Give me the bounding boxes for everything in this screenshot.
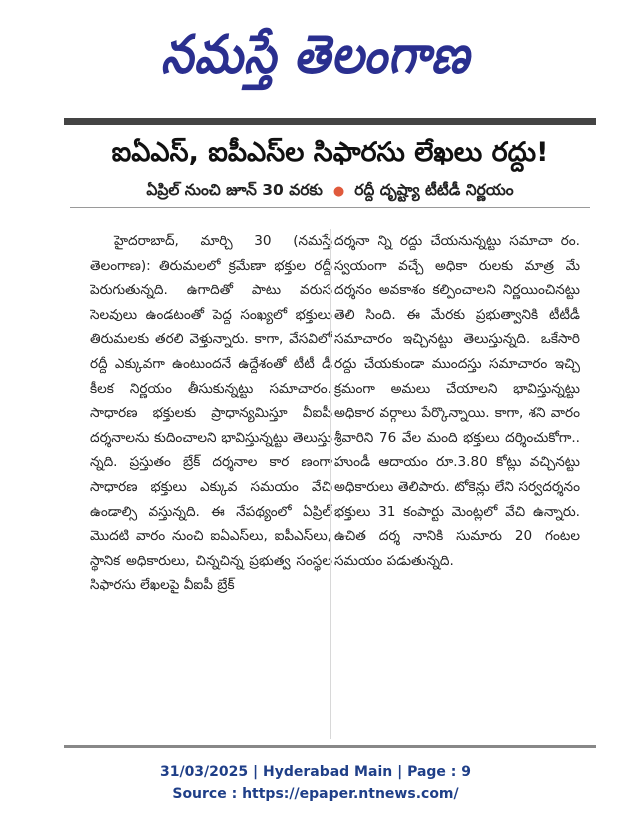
- subhead-left: ఏప్రిల్‌ నుంచి జూన్‌ 30 వరకు: [146, 181, 323, 199]
- newspaper-logo: నమస్తే తెలంగాణ: [160, 22, 471, 86]
- article-column-left: హైదరాబాద్‌, మార్చి 30 (నమస్తే తెలంగాణ): తిరుమలలో క్రమేణా భక్తుల రద్దీ పెరుగుతున్నది. ఉగాదితో పాటు వరుస సెలవులు ఉండటంతో పెద్ద సంఖ్యలో భక్తులు తిరుమలకు తరలి వెళ్తున్నారు. కాగా, వేసవిలో రద్దీ ఎక్కువగా ఉంటుందనే ఉద్దేశంతో టీటీ డీ కీలక నిర్ణయం తీసుకున్నట్టు సమాచారం. సాధారణ భక్తులకు ప్రాధాన్యమిస్తూ వీఐపీ దర్శనాలను కుదించాలని భావిస్తున్నట్టు తెలుస్తు న్నది. ప్రస్తుతం బ్రేక్‌ దర్శనాల కార ణంగా సాధారణ భక్తులు ఎక్కువ సమయం వేచి ఉండాల్సి వస్తున్నది. ఈ నేపథ్యంలో ఏప్రిల్‌ మొదటి వారం నుంచి ఐఏఎస్‌లు, ఐపీఎస్‌లు, స్థానిక అధికారులు, చిన్నచిన్న ప్రభుత్వ సంస్థల సిఫారసు లేఖలపై వీఐపీ బ్రేక్‌: [90, 233, 332, 594]
- article-clipping: [64, 118, 596, 748]
- footer-source: Source : https://epaper.ntnews.com/: [172, 786, 459, 802]
- column-divider: [330, 229, 331, 739]
- bullet-icon: ●: [332, 184, 345, 199]
- masthead: [0, 8, 631, 100]
- article-subheadline: [64, 179, 596, 203]
- divider: [70, 207, 590, 208]
- subhead-right: రద్దీ దృష్ట్యా టీటీడీ నిర్ణయం: [354, 181, 514, 199]
- article-column-right: దర్శనా న్ని రద్దు చేయనున్నట్టు సమాచా రం. స్వయంగా వచ్చే అధికా రులకు మాత్ర మే దర్శనం అవకాశం కల్పించాలని నిర్ణయించినట్టు తెలి సింది. ఈ మేరకు ప్రభుత్వానికి టీటీడీ సమాచారం ఇచ్చినట్టు తెలుస్తున్నది. ఒకేసారి రద్దు చేయకుండా ముందస్తు సమాచారం ఇచ్చి క్రమంగా అమలు చేయాలని భావిస్తున్నట్టు అధికార వర్గాలు పేర్కొన్నాయి. కాగా, శని వారం శ్రీవారిని 76 వేల మంది భక్తులు దర్శించుకోగా.. హుండీ ఆదాయం రూ.3.80 కోట్లు వచ్చినట్టు అధికారులు తెలిపారు. టోకెన్లు లేని సర్వదర్శనం భక్తులు 31 కంపార్టు మెంట్లలో వేచి ఉన్నారు. ఉచిత దర్శ నానికి సుమారు 20 గంటల సమయం పడుతున్నది.: [334, 233, 580, 569]
- article-headline: ఐఏఎస్‌, ఐపీఎస్‌ల సిఫారసు లేఖలు రద్దు!: [111, 137, 549, 168]
- footer-date-edition: 31/03/2025 | Hyderabad Main | Page : 9: [159, 764, 472, 780]
